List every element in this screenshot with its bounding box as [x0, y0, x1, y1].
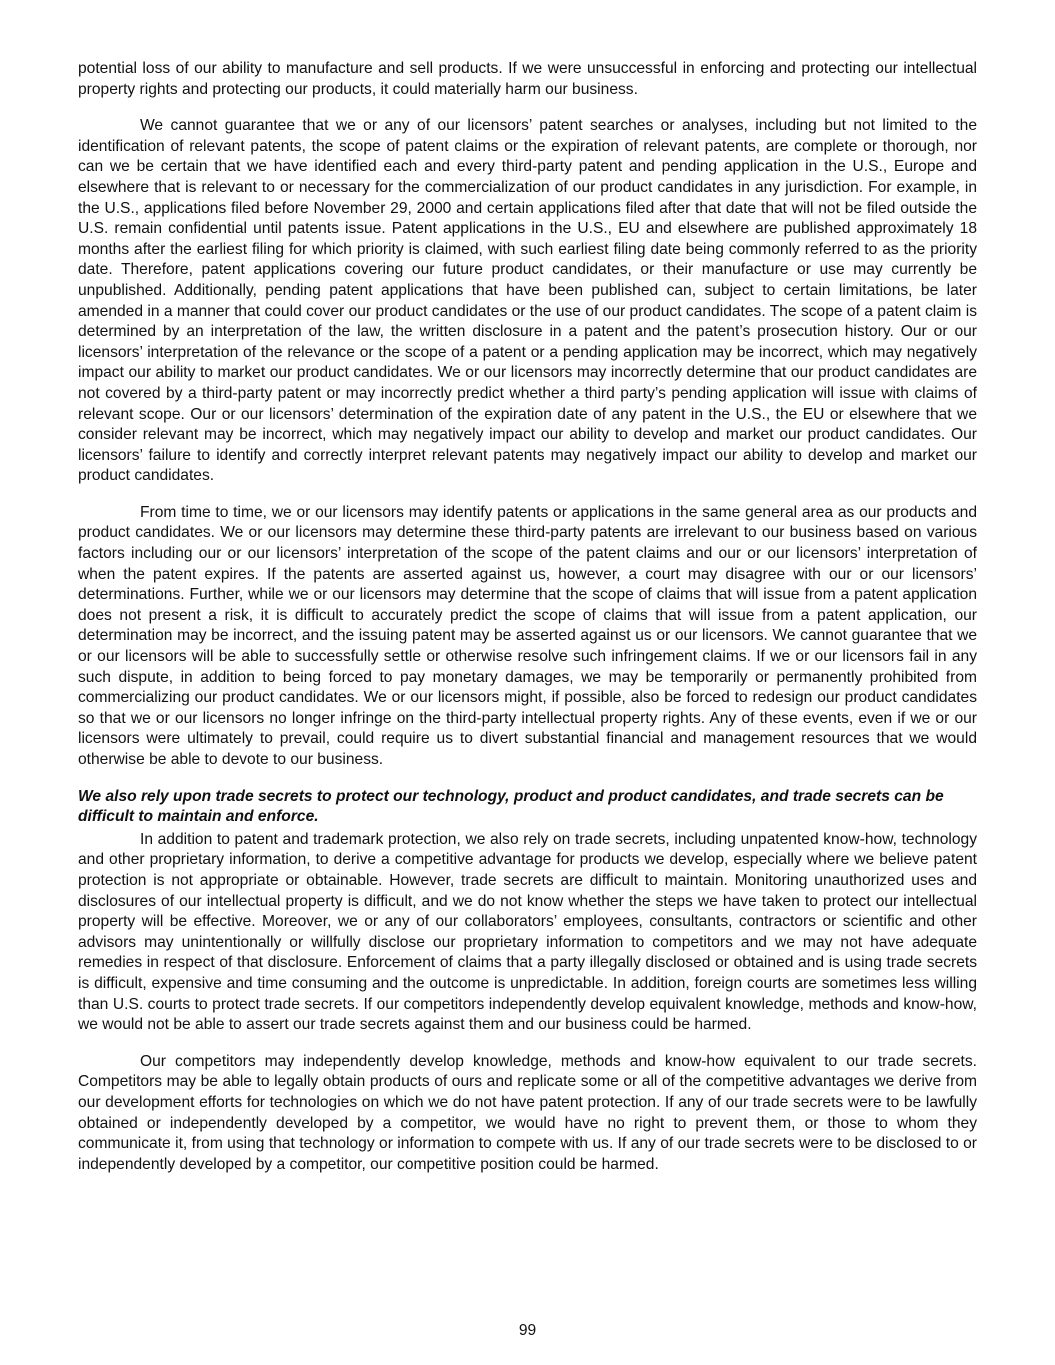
paragraph-patent-searches: We cannot guarantee that we or any of our licensors’ patent searches or analyses, including but not limited to the identification of relevant patents, the scope of patent claims or the expiration of relevant patents, are complete or thorough, nor can we be certain that we have identified each and every third-party patent and pending application in the U.S., Europe and elsewhere that is relevant to or necessary for the commercialization of our product candidates in any jurisdiction. For example, in the U.S., applications filed before November 29, 2000 and certain applications filed after that date that will not be filed outside the U.S. remain confidential until patents issue. Patent applications in the U.S., EU and elsewhere are published approximately 18 months after the earliest filing for which priority is claimed, with such earliest filing date being commonly referred to as the priority date. Therefore, patent applications covering our future product candidates, or their manufacture or use may currently be unpublished. Additionally, pending patent applications that have been published can, subject to certain limitations, be later amended in a manner that could cover our product candidates or the use of our product candidates. The scope of a patent claim is determined by an interpretation of the law, the written disclosure in a patent and the patent’s prosecution history. Our or our licensors’ interpretation of the relevance or the scope of a patent or a pending application may be incorrect, which may negatively impact our ability to market our product candidates. We or our licensors may incorrectly determine that our product candidates are not covered by a third-party patent or may incorrectly predict whether a third party’s pending application will issue with claims of relevant scope. Our or our licensors’ determination of the expiration date of any patent in the U.S., the EU or elsewhere that we consider relevant may be incorrect, which may negatively impact our ability to develop and market our product candidates. Our licensors’ failure to identify and correctly interpret relevant patents may negatively impact our ability to develop and market our product candidates.	[78, 117, 977, 485]
page-number: 99	[518, 1322, 537, 1339]
paragraph-trade-secret-protection: In addition to patent and trademark protection, we also rely on trade secrets, including unpatented know-how, technology and other proprietary information, to derive a competitive advantage for products we develop, especially where we believe patent protection is not appropriate or obtainable. However, trade secrets are difficult to maintain. Monitoring unauthorized uses and disclosures of our intellectual property is difficult, and we do not know whether the steps we have taken to protect our intellectual property will be effective. Moreover, we or any of our collaborators’ employees, consultants, contractors or scientific and other advisors may unintentionally or willfully disclose our proprietary information to competitors and we may not have adequate remedies in respect of that disclosure. Enforcement of claims that a party illegally disclosed or obtained and is using trade secrets is difficult, expensive and time consuming and the outcome is unpredictable. In addition, foreign courts are sometimes less willing than U.S. courts to protect trade secrets. If our competitors independently develop equivalent knowledge, methods and know-how, we would not be able to assert our trade secrets against them and our business could be harmed.	[78, 830, 977, 1034]
paragraph-competitors: Our competitors may independently develop knowledge, methods and know-how equivalent to our trade secrets. Competitors may be able to legally obtain products of ours and replicate some or all of the competitive advantages we derive from our development efforts for technologies on which we do not have patent protection. If any of our trade secrets were to be lawfully obtained or independently developed by a competitor, we would have no right to prevent them, or those to whom they communicate it, from using that technology or information to compete with us. If any of our trade secrets were to be disclosed to or independently developed by a competitor, our competitive position could be harmed.	[78, 1052, 977, 1173]
section-heading-trade-secrets: We also rely upon trade secrets to protect our technology, product and product candidates, and trade secrets can be difficult to maintain and enforce.	[78, 787, 944, 826]
paragraph-third-party-patents: From time to time, we or our licensors may identify patents or applications in the same general area as our products and product candidates. We or our licensors may determine these third-party patents are irrelevant to our business based on various factors including our or our licensors’ interpretation of the scope of the patent claims and our or our licensors’ interpretation of when the patent expires. If the patents are asserted against us, however, a court may disagree with our or our licensors’ determinations. Further, while we or our licensors may determine that the scope of claims that will issue from a patent application does not present a risk, it is difficult to accurately predict the scope of claims that will issue from a patent application, our determination may be incorrect, and the issuing patent may be asserted against us or our licensors. We cannot guarantee that we or our licensors will be able to successfully settle or otherwise resolve such infringement claims. If we or our licensors fail in any such dispute, in addition to being forced to pay monetary damages, we may be temporarily or permanently prohibited from commercializing our product candidates. We or our licensors might, if possible, also be forced to redesign our product candidates so that we or our licensors no longer infringe on the third-party intellectual property rights. Any of these events, even if we or our licensors were ultimately to prevail, could require us to divert substantial financial and management resources that we would otherwise be able to devote to our business.	[78, 503, 977, 768]
document-body	[78, 59, 977, 1191]
paragraph-continuation: potential loss of our ability to manufacture and sell products. If we were unsuccessful in enforcing and protecting our intellectual property rights and protecting our products, it could materially harm our business.	[78, 60, 977, 98]
